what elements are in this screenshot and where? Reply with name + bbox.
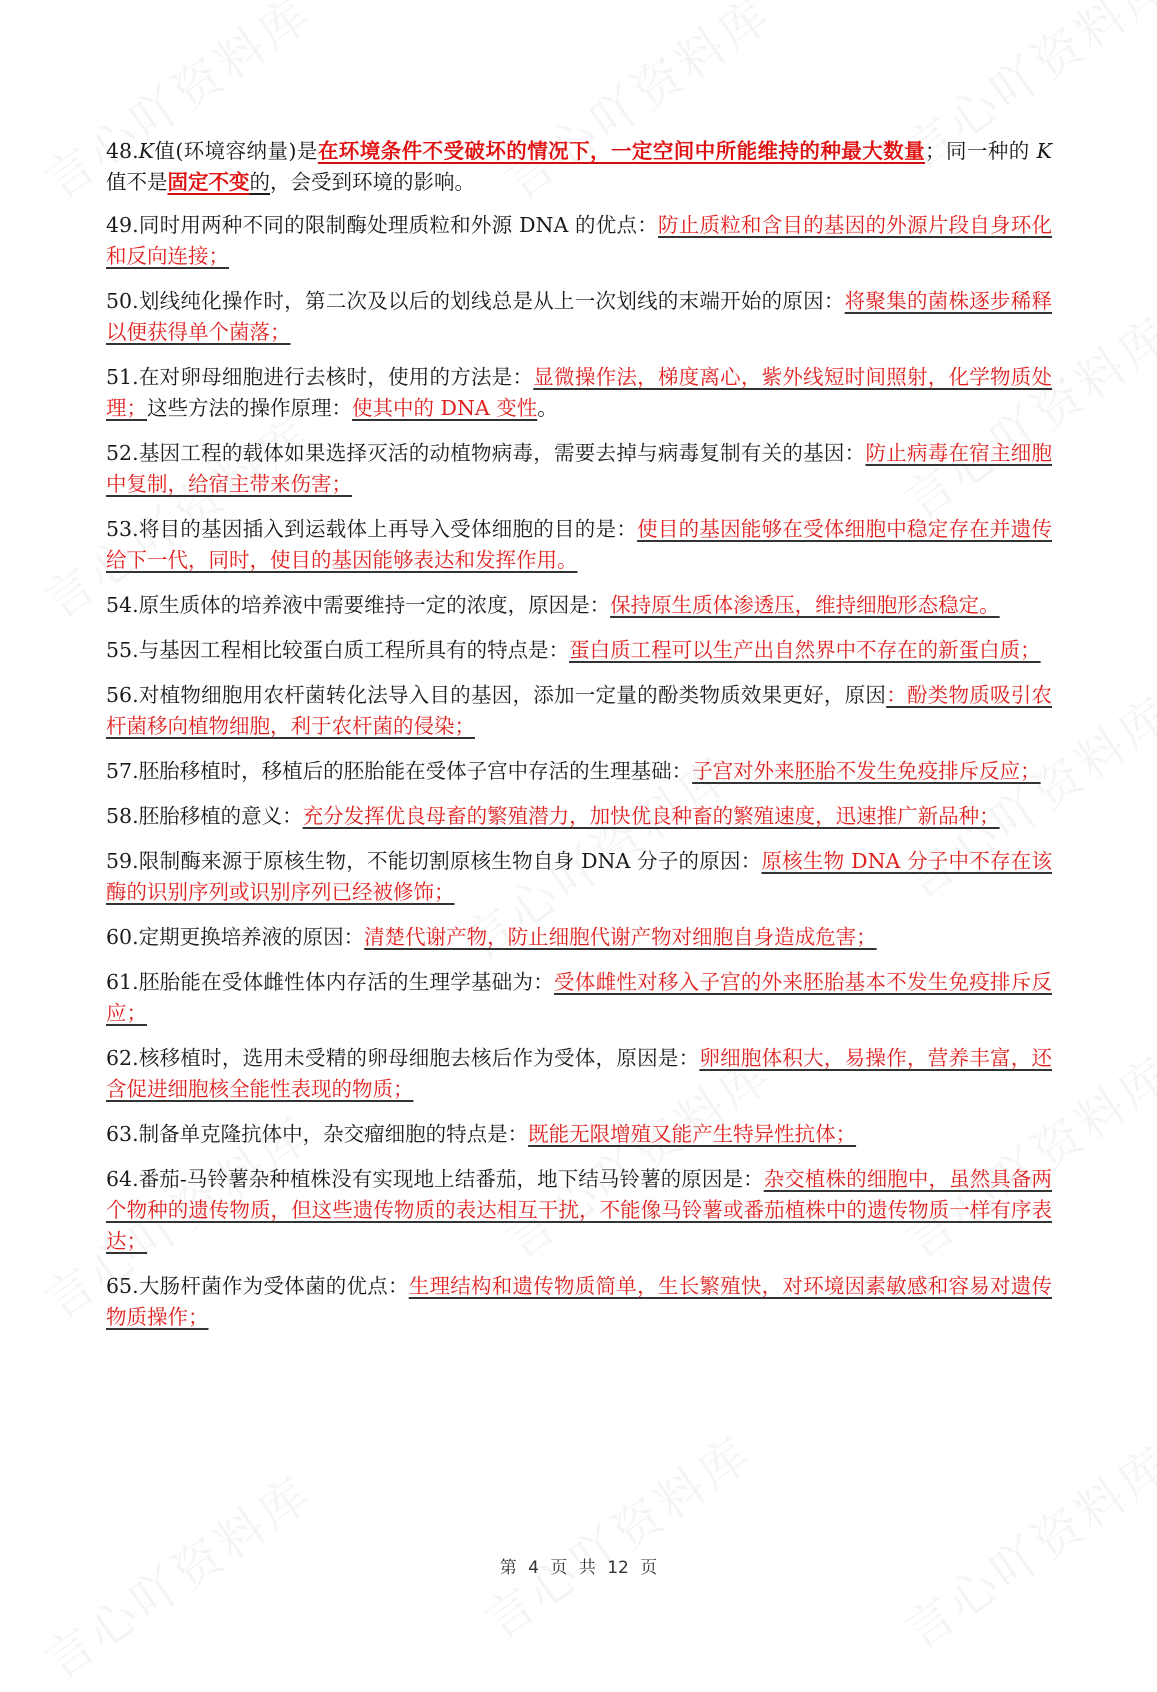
answer-text: 使其中的 DNA 变性: [352, 396, 538, 420]
answer-text: 充分发挥优良母畜的繁殖潜力，加快优良种畜的繁殖速度，迅速推广新品种；: [302, 804, 1000, 828]
answer-text: 既能无限增殖又能产生特异性抗体；: [528, 1122, 857, 1146]
k-symbol: K: [138, 139, 154, 163]
item-number: 53.: [106, 517, 139, 541]
answer-text: ：酚类物质吸引农杆菌移向植物细胞，利于农杆菌的侵染；: [106, 683, 1052, 738]
list-item-65: [106, 1271, 1052, 1333]
list-item-60: [106, 922, 1052, 953]
question-text: ；同一种的: [925, 139, 1037, 163]
question-text: ，会受到环境的影响。: [270, 170, 475, 194]
item-number: 48.: [106, 139, 139, 163]
list-item-57: [106, 756, 1052, 787]
answer-text: 生理结构和遗传物质简单，生长繁殖快，对环境因素敏感和容易对遗传物质操作；: [106, 1274, 1052, 1329]
list-item-48: [106, 136, 1052, 198]
answer-text: 防止病毒在宿主细胞中复制，给宿主带来伤害；: [106, 441, 1053, 496]
answer-text: 受体雌性对移入子宫的外来胚胎基本不发生免疫排斥反应；: [106, 970, 1052, 1025]
item-number: 55.: [106, 638, 139, 662]
question-text: 这些方法的操作原理：: [147, 396, 352, 420]
question-text: 番茄-马铃薯杂种植株没有实现地上结番茄，地下结马铃薯的原因是：: [138, 1167, 764, 1191]
k-symbol: K: [1036, 139, 1052, 163]
list-item-59: [106, 846, 1052, 908]
answer-text: 使目的基因能够在受体细胞中稳定存在并遗传给下一代，同时，使目的基因能够表达和发挥作用。: [106, 517, 1053, 572]
item-number: 60.: [106, 925, 139, 949]
question-text: 胚胎移植时，移植后的胚胎能在受体子宫中存活的生理基础：: [138, 759, 693, 783]
question-text: 将目的基因插入到运载体上再导入受体细胞的目的是：: [138, 517, 638, 541]
watermark: [468, 1417, 763, 1652]
list-item-50: [106, 286, 1052, 348]
answer-text: 固定不变: [167, 170, 250, 194]
item-number: 57.: [106, 759, 139, 783]
item-number: 50.: [106, 289, 139, 313]
question-text: 值(环境容纳量)是: [153, 139, 318, 163]
answer-text: 显微操作法，梯度离心，紫外线短时间照射，化学物质处理；: [106, 365, 1053, 420]
question-text: 胚胎能在受体雌性体内存活的生理学基础为：: [138, 970, 555, 994]
list-item-53: [106, 514, 1052, 576]
list-item-61: [106, 967, 1052, 1029]
document-body: [106, 136, 1052, 1347]
list-item-62: [106, 1043, 1052, 1105]
answer-text: 在环境条件不受破坏的情况下，一定空间中所能维持的种最大数量: [317, 139, 926, 163]
item-number: 49.: [106, 213, 139, 237]
item-number: 64.: [106, 1167, 139, 1191]
item-number: 51.: [106, 365, 139, 389]
item-number: 52.: [106, 441, 139, 465]
question-text: 大肠杆菌作为受体菌的优点：: [138, 1274, 409, 1298]
item-number: 56.: [106, 683, 139, 707]
question-text: 原生质体的培养液中需要维持一定的浓度，原因是：: [138, 593, 611, 617]
list-item-63: [106, 1119, 1052, 1150]
answer-text: 清楚代谢产物，防止细胞代谢产物对细胞自身造成危害；: [364, 925, 877, 949]
question-text: 值不是: [106, 170, 168, 194]
list-item-51: [106, 362, 1052, 424]
item-number: 62.: [106, 1046, 139, 1070]
question-text: 胚胎移植的意义：: [138, 804, 303, 828]
answer-text: 子宫对外来胚胎不发生免疫排斥反应；: [692, 759, 1041, 783]
page-footer: 第 4 页 共 12 页: [499, 1558, 658, 1578]
item-number: 61.: [106, 970, 139, 994]
question-text: 在对卵母细胞进行去核时，使用的方法是：: [138, 365, 534, 389]
answer-text: 蛋白质工程可以生产出自然界中不存在的新蛋白质；: [569, 638, 1041, 662]
question-text: 制备单克隆抗体中，杂交瘤细胞的特点是：: [138, 1122, 529, 1146]
list-item-49: [106, 210, 1052, 272]
answer-text: 防止质粒和含目的基因的外源片段自身环化和反向连接；: [106, 213, 1052, 268]
list-item-56: [106, 680, 1052, 742]
question-text: 定期更换培养液的原因：: [138, 925, 365, 949]
list-item-54: [106, 590, 1052, 621]
list-item-58: [106, 801, 1052, 832]
item-number: 65.: [106, 1274, 139, 1298]
item-number: 63.: [106, 1122, 139, 1146]
answer-text: 的: [249, 170, 270, 194]
answer-text: 卵细胞体积大，易操作，营养丰富，还含促进细胞核全能性表现的物质；: [106, 1046, 1053, 1101]
item-number: 59.: [106, 849, 139, 873]
answer-text: 原核生物 DNA 分子中不存在该酶的识别序列或识别序列已经被修饰；: [106, 849, 1052, 904]
question-text: 限制酶来源于原核生物，不能切割原核生物自身 DNA 分子的原因：: [138, 849, 762, 873]
list-item-64: [106, 1164, 1052, 1257]
answer-text: 保持原生质体渗透压，维持细胞形态稳定。: [610, 593, 1000, 617]
question-text: 核移植时，选用未受精的卵母细胞去核后作为受体，原因是：: [138, 1046, 700, 1070]
punctuation: 。: [537, 396, 558, 420]
question-text: 对植物细胞用农杆菌转化法导入目的基因，添加一定量的酚类物质效果更好，原因: [138, 683, 887, 707]
answer-text: 将聚集的菌株逐步稀释以便获得单个菌落；: [106, 289, 1053, 344]
question-text: 划线纯化操作时，第二次及以后的划线总是从上一次划线的末端开始的原因：: [138, 289, 845, 313]
list-item-55: [106, 635, 1052, 666]
item-number: 54.: [106, 593, 139, 617]
answer-text: 杂交植株的细胞中，虽然具备两个物种的遗传物质，但这些遗传物质的表达相互干扰，不能像马铃薯或番茄植株中的遗传物质一样有序表达；: [106, 1167, 1052, 1253]
question-text: 同时用两种不同的限制酶处理质粒和外源 DNA 的优点：: [138, 213, 659, 237]
question-text: 基因工程的载体如果选择灭活的动植物病毒，需要去掉与病毒复制有关的基因：: [138, 441, 866, 465]
question-text: 与基因工程相比较蛋白质工程所具有的特点是：: [138, 638, 570, 662]
watermark: [888, 1427, 1157, 1662]
list-item-52: [106, 438, 1052, 500]
item-number: 58.: [106, 804, 139, 828]
